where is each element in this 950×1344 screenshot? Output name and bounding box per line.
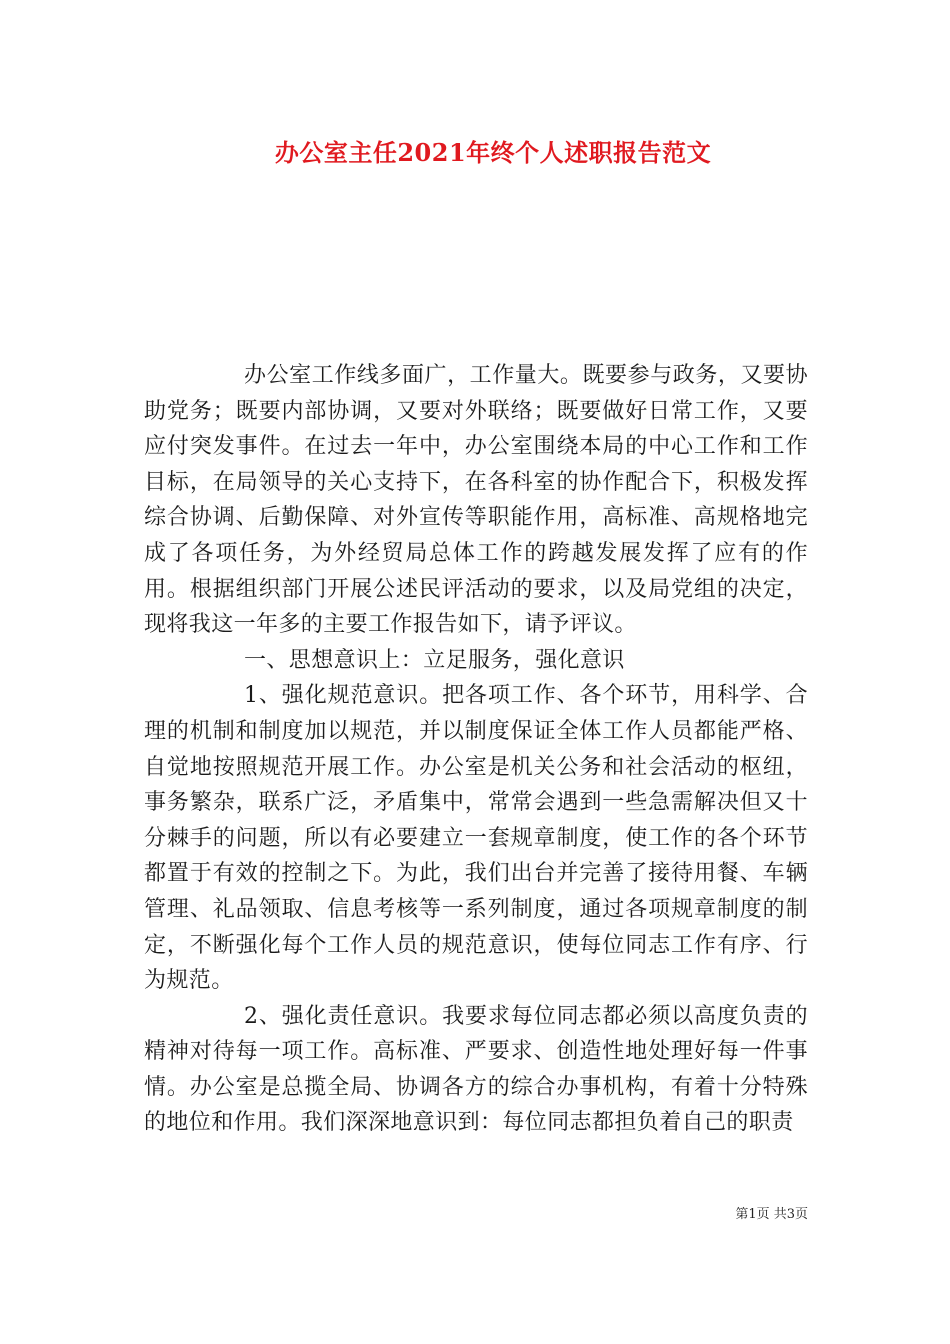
- section-heading: 一、思想意识上：立足服务，强化意识: [244, 647, 625, 673]
- page-number: 第1页 共3页: [735, 1207, 808, 1222]
- document-title: 办公室主任2021年终个人述职报告范文: [274, 138, 712, 167]
- paragraph-intro: 办公室工作线多面广，工作量大。既要参与政务，又要协助党务；既要内部协调，又要对外联络；既要做好日常工作，又要应付突发事件。在过去一年中，办公室围绕本局的中心工作和工作目标，在局领导的关心支持下，在各科室的协作配合下，积极发挥综合协调、后勤保障、对外宣传等职能作用，高标准、高规格地完成了各项任务，为外经贸局总体工作的跨越发展发挥了应有的作用。根据组织部门开展公述民评活动的要求，以及局党组的决定，现将我这一年多的主要工作报告如下，请予评议。: [144, 363, 808, 638]
- paragraph-item-1: 1、强化规范意识。把各项工作、各个环节，用科学、合理的机制和制度加以规范，并以制度保证全体工作人员都能严格、自觉地按照规范开展工作。办公室是机关公务和社会活动的枢纽，事务繁杂，联系广泛，矛盾集中，常常会遇到一些急需解决但又十分棘手的问题，所以有必要建立一套规章制度，使工作的各个环节都置于有效的控制之下。为此，我们出台并完善了接待用餐、车辆管理、礼品领取、信息考核等一系列制度，通过各项规章制度的制定，不断强化每个工作人员的规范意识，使每位同志工作有序、行为规范。: [144, 683, 808, 994]
- paragraph-item-2: 2、强化责任意识。我要求每位同志都必须以高度负责的精神对待每一项工作。高标准、严要求、创造性地处理好每一件事情。办公室是总揽全局、协调各方的综合办事机构，有着十分特殊的地位和作用。我们深深地意识到：每位同志都担负着自己的职责: [144, 1003, 808, 1136]
- document-body: [144, 358, 808, 1141]
